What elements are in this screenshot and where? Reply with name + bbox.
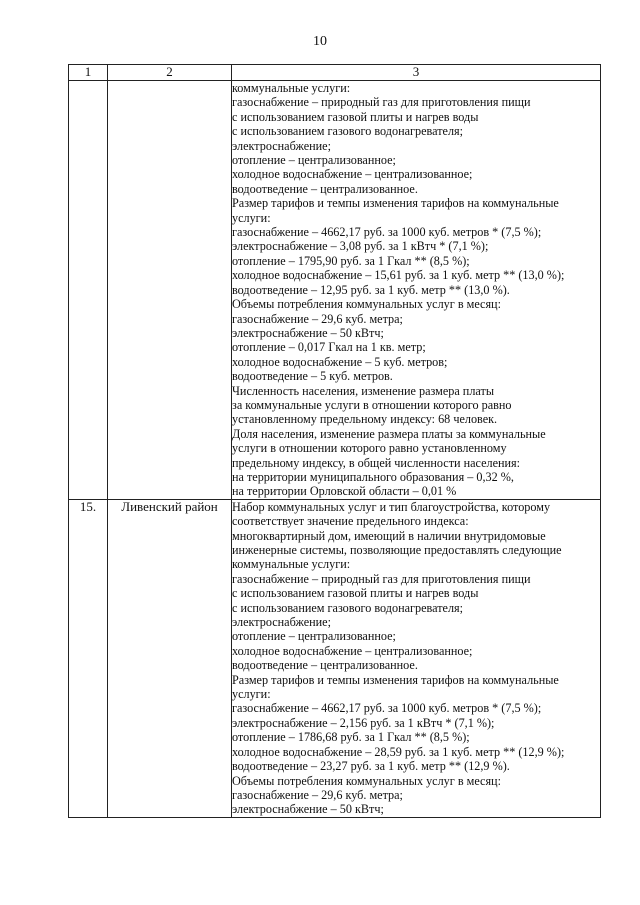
description-line: Численность населения, изменение размера платы [232, 383, 495, 398]
column-header-3: 3 [232, 65, 601, 81]
description-line: Набор коммунальных услуг и тип благоустройства, которому [232, 499, 551, 514]
description-line: услуги: [232, 210, 271, 225]
description-line: отопление – 1786,68 руб. за 1 Гкал ** (8,5 %); [232, 730, 470, 745]
description-line: с использованием газового водонагревателя; [232, 124, 464, 139]
description-line: водоотведение – централизованное. [232, 181, 418, 196]
description-line: водоотведение – 12,95 руб. за 1 куб. метр ** (13,0 %). [232, 282, 510, 297]
description-line: газоснабжение – 29,6 куб. метра; [232, 787, 403, 802]
description-line: соответствует значение предельного индекса: [232, 514, 469, 529]
description-line: предельному индексу, в общей численности населения: [232, 455, 521, 470]
description-line: Размер тарифов и темпы изменения тарифов на коммунальные [232, 672, 559, 687]
description-line: холодное водоснабжение – централизованное; [232, 167, 473, 182]
description-line: коммунальные услуги: [232, 557, 351, 572]
description-line: водоотведение – 5 куб. метров. [232, 369, 393, 384]
table-row [69, 81, 601, 500]
description-line: электроснабжение; [232, 615, 331, 630]
description-line: с использованием газовой плиты и нагрев воды [232, 109, 479, 124]
row-number-cell: 15. [69, 499, 108, 817]
description-line: газоснабжение – природный газ для приготовления пищи [232, 95, 531, 110]
description-line: газоснабжение – 4662,17 руб. за 1000 куб. метров * (7,5 %); [232, 225, 542, 240]
description-line: электроснабжение – 50 кВтч; [232, 325, 384, 340]
page-number: 10 [313, 34, 327, 49]
document-table [68, 64, 601, 818]
description-line: холодное водоснабжение – централизованное; [232, 643, 473, 658]
description-line: электроснабжение – 2,156 руб. за 1 кВтч * (7,1 %); [232, 715, 495, 730]
row-number-cell [69, 81, 108, 500]
description-line: отопление – 0,017 Гкал на 1 кв. метр; [232, 340, 426, 355]
description-line: за коммунальные услуги в отношении которого равно [232, 397, 512, 412]
description-line: на территории Орловской области – 0,01 % [232, 484, 457, 499]
description-line: электроснабжение – 3,08 руб. за 1 кВтч * (7,1 %); [232, 239, 489, 254]
description-line: Размер тарифов и темпы изменения тарифов на коммунальные [232, 196, 559, 211]
description-cell [232, 499, 601, 817]
description-line: электроснабжение – 50 кВтч; [232, 802, 384, 817]
description-line: холодное водоснабжение – 5 куб. метров; [232, 354, 448, 369]
description-line: услуги в отношении которого равно установленному [232, 441, 507, 456]
description-line: водоотведение – централизованное. [232, 658, 418, 673]
description-line: газоснабжение – 29,6 куб. метра; [232, 311, 403, 326]
description-line: электроснабжение; [232, 138, 331, 153]
description-line: газоснабжение – природный газ для приготовления пищи [232, 571, 531, 586]
description-line: отопление – централизованное; [232, 629, 396, 644]
description-line: Объемы потребления коммунальных услуг в месяц: [232, 773, 501, 788]
column-header-2: 2 [108, 65, 232, 81]
description-line: на территории муниципального образования – 0,32 %, [232, 469, 514, 484]
description-line: с использованием газовой плиты и нагрев воды [232, 586, 479, 601]
description-line: холодное водоснабжение – 15,61 руб. за 1 куб. метр ** (13,0 %); [232, 268, 565, 283]
district-name-cell [108, 81, 232, 500]
description-line: многоквартирный дом, имеющий в наличии внутридомовые [232, 528, 546, 543]
district-name-cell: Ливенский район [108, 499, 232, 817]
table-row [69, 499, 601, 817]
description-line: с использованием газового водонагревателя; [232, 600, 464, 615]
description-line: отопление – 1795,90 руб. за 1 Гкал ** (8,5 %); [232, 253, 470, 268]
description-cell [232, 81, 601, 500]
description-line: инженерные системы, позволяющие предоставлять следующие [232, 543, 562, 557]
description-line: услуги: [232, 687, 271, 702]
table-header-row [69, 65, 601, 81]
description-line: Доля населения, изменение размера платы за коммунальные [232, 426, 546, 441]
description-line: водоотведение – 23,27 руб. за 1 куб. метр ** (12,9 %). [232, 759, 510, 774]
description-line: коммунальные услуги: [232, 81, 351, 95]
description-line: Объемы потребления коммунальных услуг в месяц: [232, 297, 501, 312]
description-line: отопление – централизованное; [232, 153, 396, 168]
description-line: холодное водоснабжение – 28,59 руб. за 1 куб. метр ** (12,9 %); [232, 744, 565, 759]
description-line: установленному предельному индексу: 68 человек. [232, 412, 498, 427]
column-header-1: 1 [69, 65, 108, 81]
description-line: газоснабжение – 4662,17 руб. за 1000 куб. метров * (7,5 %); [232, 701, 542, 716]
